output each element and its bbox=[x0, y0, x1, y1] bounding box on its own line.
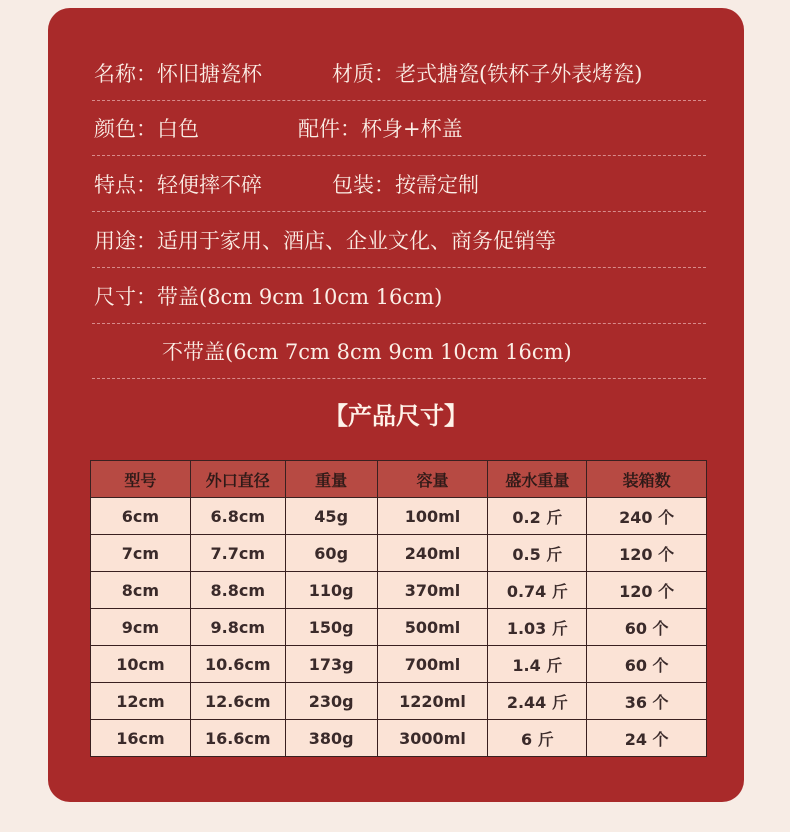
cell-diameter: 7.7cm bbox=[190, 535, 285, 572]
size-table bbox=[90, 460, 707, 757]
cell-box-count: 60 个 bbox=[587, 646, 707, 683]
table-row bbox=[91, 646, 707, 683]
info-material: 材质：老式搪瓷(铁杯子外表烤瓷) bbox=[332, 62, 643, 86]
info-row-size-lid bbox=[92, 269, 706, 324]
info-package: 包装：按需定制 bbox=[332, 173, 479, 197]
cell-water-weight: 0.74 斤 bbox=[488, 572, 587, 609]
cell-water-weight: 1.4 斤 bbox=[488, 646, 587, 683]
info-usage: 用途：适用于家用、酒店、企业文化、商务促销等 bbox=[94, 229, 556, 253]
cell-diameter: 12.6cm bbox=[190, 683, 285, 720]
info-color: 颜色：白色 bbox=[94, 117, 199, 141]
info-row-color-accessory bbox=[92, 101, 706, 156]
header-box-count: 装箱数 bbox=[587, 461, 707, 498]
cell-water-weight: 1.03 斤 bbox=[488, 609, 587, 646]
cell-model: 8cm bbox=[91, 572, 191, 609]
info-accessory: 配件：杯身+杯盖 bbox=[298, 117, 463, 141]
info-row-feature-package bbox=[92, 157, 706, 212]
info-name: 名称：怀旧搪瓷杯 bbox=[94, 62, 262, 86]
cell-capacity: 1220ml bbox=[377, 683, 488, 720]
cell-box-count: 36 个 bbox=[587, 683, 707, 720]
cell-capacity: 500ml bbox=[377, 609, 488, 646]
cell-model: 9cm bbox=[91, 609, 191, 646]
cell-weight: 150g bbox=[285, 609, 377, 646]
section-title: 【产品尺寸】 bbox=[324, 401, 468, 430]
cell-weight: 60g bbox=[285, 535, 377, 572]
cell-box-count: 60 个 bbox=[587, 609, 707, 646]
cell-capacity: 240ml bbox=[377, 535, 488, 572]
cell-diameter: 16.6cm bbox=[190, 720, 285, 757]
cell-water-weight: 0.2 斤 bbox=[488, 498, 587, 535]
cell-box-count: 240 个 bbox=[587, 498, 707, 535]
cell-weight: 230g bbox=[285, 683, 377, 720]
info-size-without-lid: 不带盖(6cm 7cm 8cm 9cm 10cm 16cm) bbox=[162, 340, 572, 364]
cell-model: 7cm bbox=[91, 535, 191, 572]
table-header-row bbox=[91, 461, 707, 498]
table-row bbox=[91, 498, 707, 535]
info-feature: 特点：轻便摔不碎 bbox=[94, 173, 262, 197]
table-row bbox=[91, 609, 707, 646]
info-size-with-lid: 尺寸：带盖(8cm 9cm 10cm 16cm) bbox=[94, 285, 443, 309]
cell-model: 10cm bbox=[91, 646, 191, 683]
cell-capacity: 370ml bbox=[377, 572, 488, 609]
info-row-usage bbox=[92, 213, 706, 268]
cell-diameter: 6.8cm bbox=[190, 498, 285, 535]
cell-model: 12cm bbox=[91, 683, 191, 720]
info-row-name-material bbox=[92, 46, 706, 101]
header-diameter: 外口直径 bbox=[190, 461, 285, 498]
cell-water-weight: 0.5 斤 bbox=[488, 535, 587, 572]
cell-weight: 173g bbox=[285, 646, 377, 683]
table-row bbox=[91, 535, 707, 572]
cell-box-count: 120 个 bbox=[587, 535, 707, 572]
cell-diameter: 10.6cm bbox=[190, 646, 285, 683]
table-row bbox=[91, 683, 707, 720]
cell-model: 6cm bbox=[91, 498, 191, 535]
cell-weight: 45g bbox=[285, 498, 377, 535]
cell-water-weight: 6 斤 bbox=[488, 720, 587, 757]
header-model: 型号 bbox=[91, 461, 191, 498]
cell-weight: 110g bbox=[285, 572, 377, 609]
cell-box-count: 24 个 bbox=[587, 720, 707, 757]
cell-diameter: 8.8cm bbox=[190, 572, 285, 609]
cell-diameter: 9.8cm bbox=[190, 609, 285, 646]
header-capacity: 容量 bbox=[377, 461, 488, 498]
header-water-weight: 盛水重量 bbox=[488, 461, 587, 498]
product-spec-card bbox=[48, 8, 744, 802]
cell-capacity: 700ml bbox=[377, 646, 488, 683]
table-row bbox=[91, 572, 707, 609]
cell-weight: 380g bbox=[285, 720, 377, 757]
info-row-size-no-lid bbox=[92, 324, 706, 379]
table-row bbox=[91, 720, 707, 757]
cell-box-count: 120 个 bbox=[587, 572, 707, 609]
header-weight: 重量 bbox=[285, 461, 377, 498]
cell-water-weight: 2.44 斤 bbox=[488, 683, 587, 720]
cell-capacity: 100ml bbox=[377, 498, 488, 535]
cell-model: 16cm bbox=[91, 720, 191, 757]
cell-capacity: 3000ml bbox=[377, 720, 488, 757]
